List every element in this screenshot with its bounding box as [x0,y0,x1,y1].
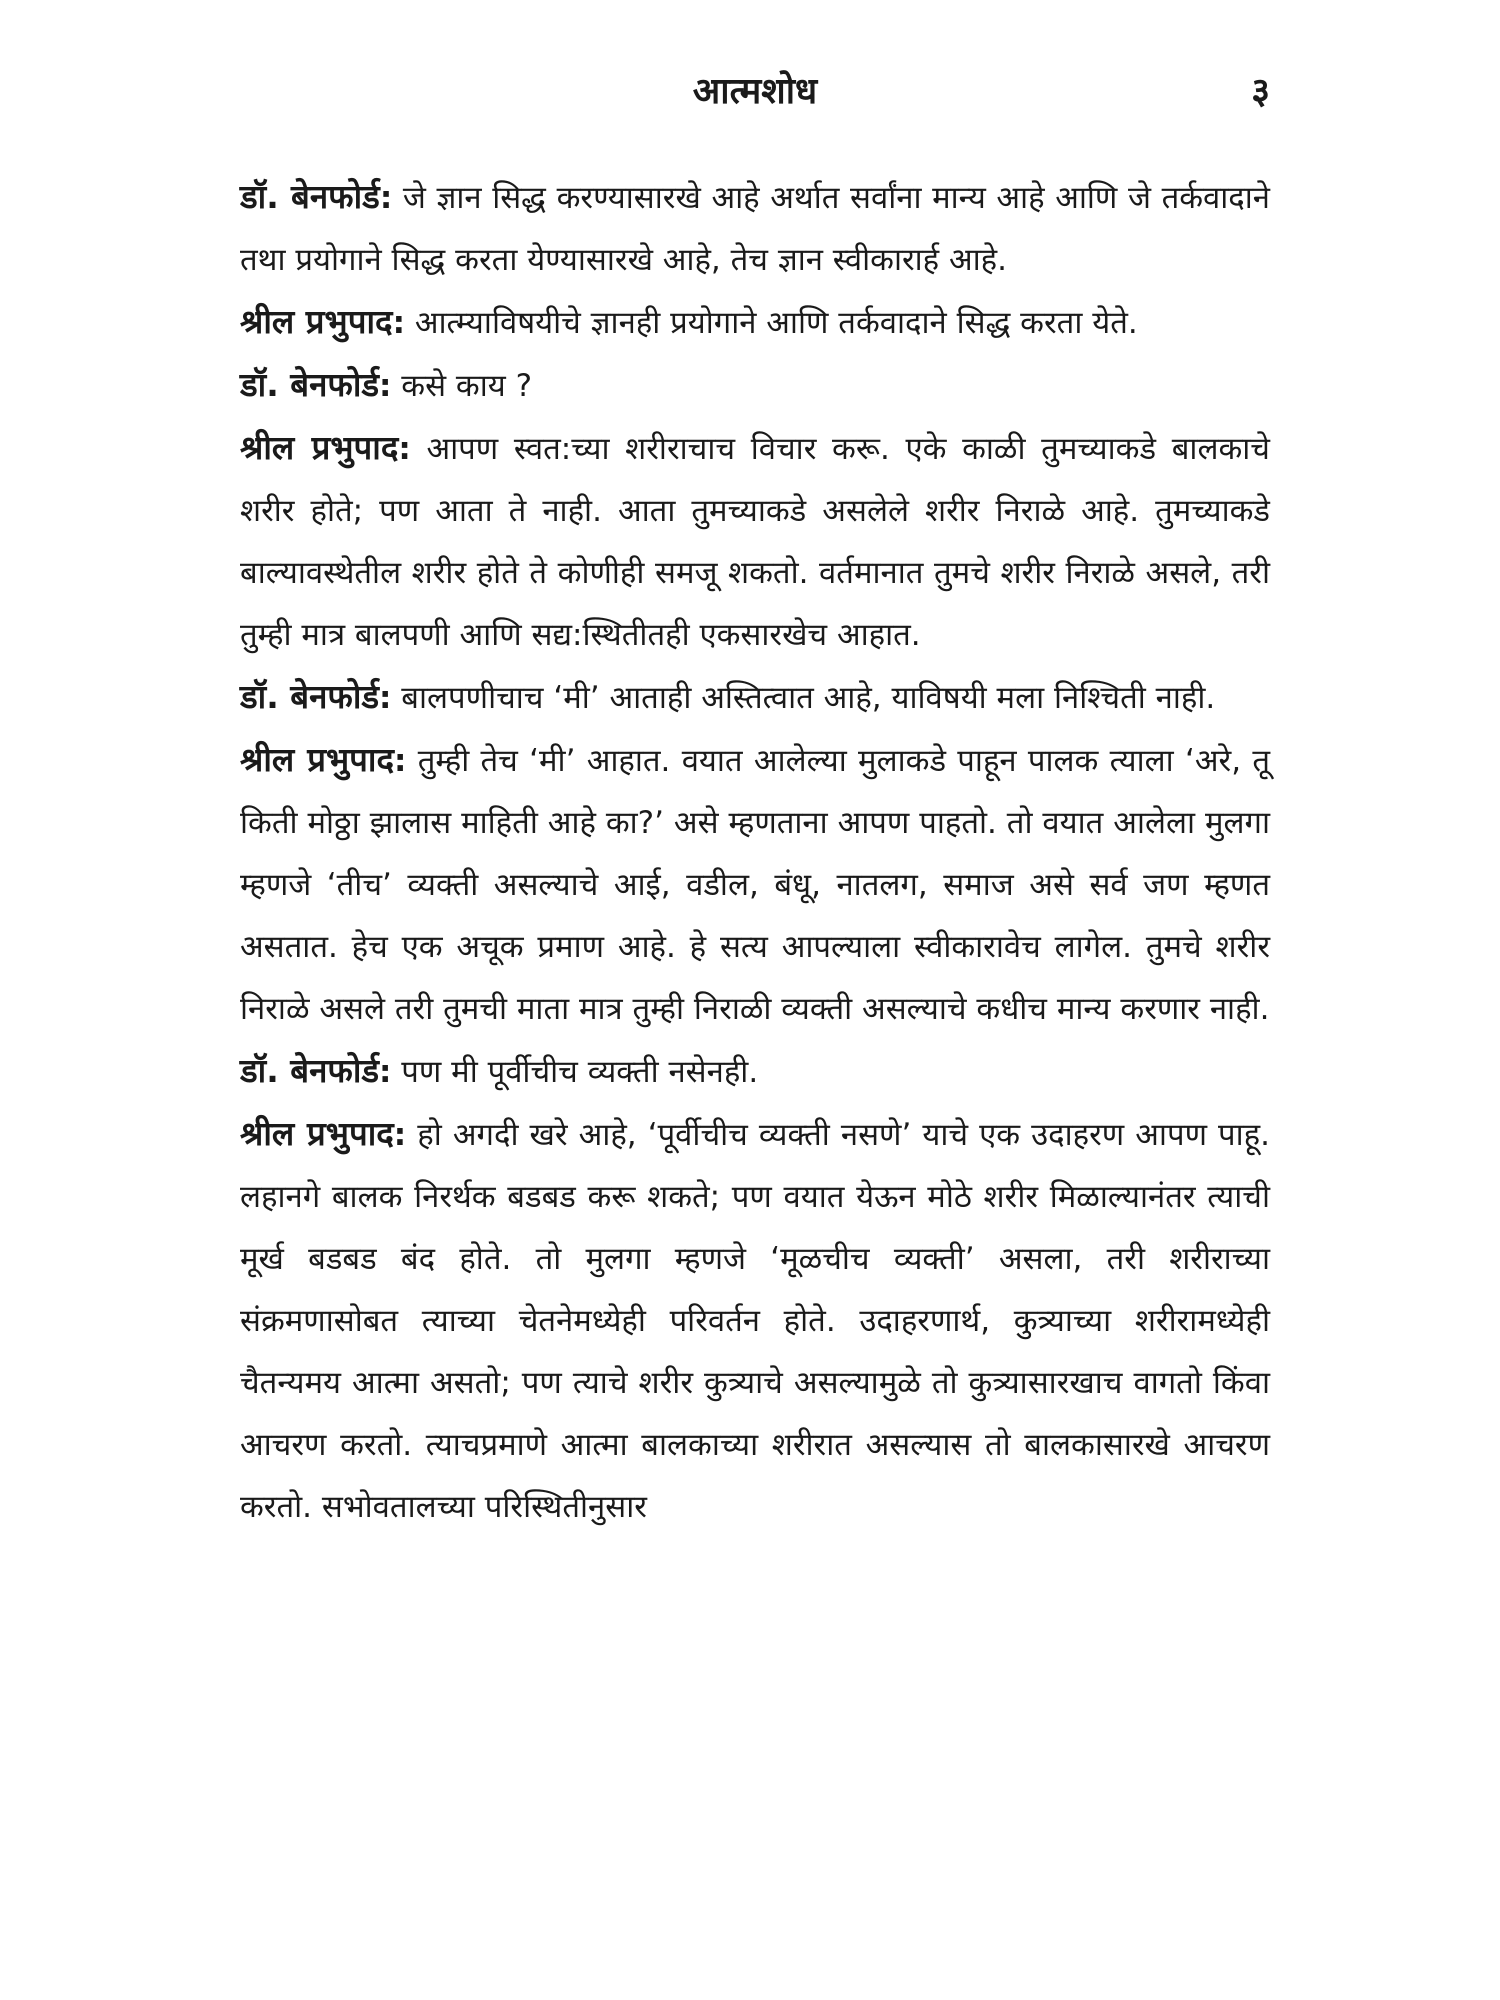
dialogue-text: कसे काय ? [401,368,533,404]
page-number: ३ [1251,71,1270,112]
speaker-separator: : [398,431,411,467]
dialogue-text: आत्म्याविषयीचे ज्ञानही प्रयोगाने आणि तर्कवादाने सिद्ध करता येते. [414,305,1138,341]
dialogue-text: पण मी पूर्वीचीच व्यक्ती नसेनही. [401,1054,759,1090]
speaker-separator: : [379,1054,392,1090]
dialogue-text: हो अगदी खरे आहे, ‘पूर्वीचीच व्यक्ती नसणे’ याचे एक उदाहरण आपण पाहू. लहानगे बालक निरर्थक बडबड करू शकते; पण वयात येऊन मोठे शरीर मिळाल्यानंतर त्याची मूर्ख बडबड बंद होते. तो मुलगा म्हणजे ‘मूळचीच व्यक्ती’ असला, तरी शरीराच्या संक्रमणासोबत त्याच्या चेतनेमध्येही परिवर्तन होते. उदाहरणार्थ, कुत्र्याच्या शरीरामध्येही चैतन्यमय आत्मा असतो; पण त्याचे शरीर कुत्र्याचे असल्यामुळे तो कुत्र्यासारखाच वागतो किंवा आचरण करतो. त्याचप्रमाणे आत्मा बालकाच्या शरीरात असल्यास तो बालकासारखे आचरण करतो. सभोवतालच्या परिस्थितीनुसार [240,1117,1270,1525]
speaker-separator: : [394,743,407,779]
speaker-separator: : [379,680,392,716]
dialogue-body [240,166,1270,1538]
speaker-separator: : [393,1117,407,1153]
speaker-name: श्रील प्रभुपाद [240,428,399,467]
speaker-name: डॉ. बेनफोर्ड [240,177,380,216]
speaker-name: श्रील प्रभुपाद [240,740,394,779]
dialogue-paragraph [240,1040,1270,1103]
dialogue-paragraph [240,166,1270,291]
dialogue-text: आपण स्वत:च्या शरीराचाच विचार करू. एके काळी तुमच्याकडे बालकाचे शरीर होते; पण आता ते नाही. आता तुमच्याकडे असलेले शरीर निराळे आहे. तुमच्याकडे बाल्यावस्थेतील शरीर होते ते कोणीही समजू शकतो. वर्तमानात तुमचे शरीर निराळे असले, तरी तुम्ही मात्र बालपणी आणि सद्य:स्थितीतही एकसारखेच आहात. [240,431,1270,653]
speaker-separator: : [379,368,392,404]
speaker-name: डॉ. बेनफोर्ड [240,365,380,404]
dialogue-text: जे ज्ञान सिद्ध करण्यासारखे आहे अर्थात सर्वांना मान्य आहे आणि जे तर्कवादाने तथा प्रयोगाने सिद्ध करता येण्यासारखे आहे, तेच ज्ञान स्वीकारार्ह आहे. [240,180,1271,278]
running-header [240,62,1270,122]
dialogue-paragraph [240,417,1270,666]
dialogue-text: बालपणीचाच ‘मी’ आताही अस्तित्वात आहे, याविषयी मला निश्चिती नाही. [401,680,1216,716]
dialogue-paragraph [240,729,1270,1040]
speaker-name: श्रील प्रभुपाद [240,302,393,341]
speaker-name: श्रील प्रभुपाद [240,1114,394,1153]
speaker-name: डॉ. बेनफोर्ड [240,1051,380,1090]
speaker-separator: : [392,305,405,341]
speaker-name: डॉ. बेनफोर्ड [240,677,380,716]
speaker-separator: : [379,180,393,216]
dialogue-paragraph [240,354,1270,417]
dialogue-paragraph [240,291,1270,354]
dialogue-text: तुम्ही तेच ‘मी’ आहात. वयात आलेल्या मुलाकडे पाहून पालक त्याला ‘अरे, तू किती मोठ्ठा झालास माहिती आहे का?’ असे म्हणताना आपण पाहतो. तो वयात आलेला मुलगा म्हणजे ‘तीच’ व्यक्ती असल्याचे आई, वडील, बंधू, नातलग, समाज असे सर्व जण म्हणत असतात. हेच एक अचूक प्रमाण आहे. हे सत्य आपल्याला स्वीकारावेच लागेल. तुमचे शरीर निराळे असले तरी तुमची माता मात्र तुम्ही निराळी व्यक्ती असल्याचे कधीच मान्य करणार नाही. [240,743,1270,1027]
dialogue-paragraph [240,1103,1270,1538]
running-title: आत्मशोध [692,71,818,112]
dialogue-paragraph [240,666,1270,729]
